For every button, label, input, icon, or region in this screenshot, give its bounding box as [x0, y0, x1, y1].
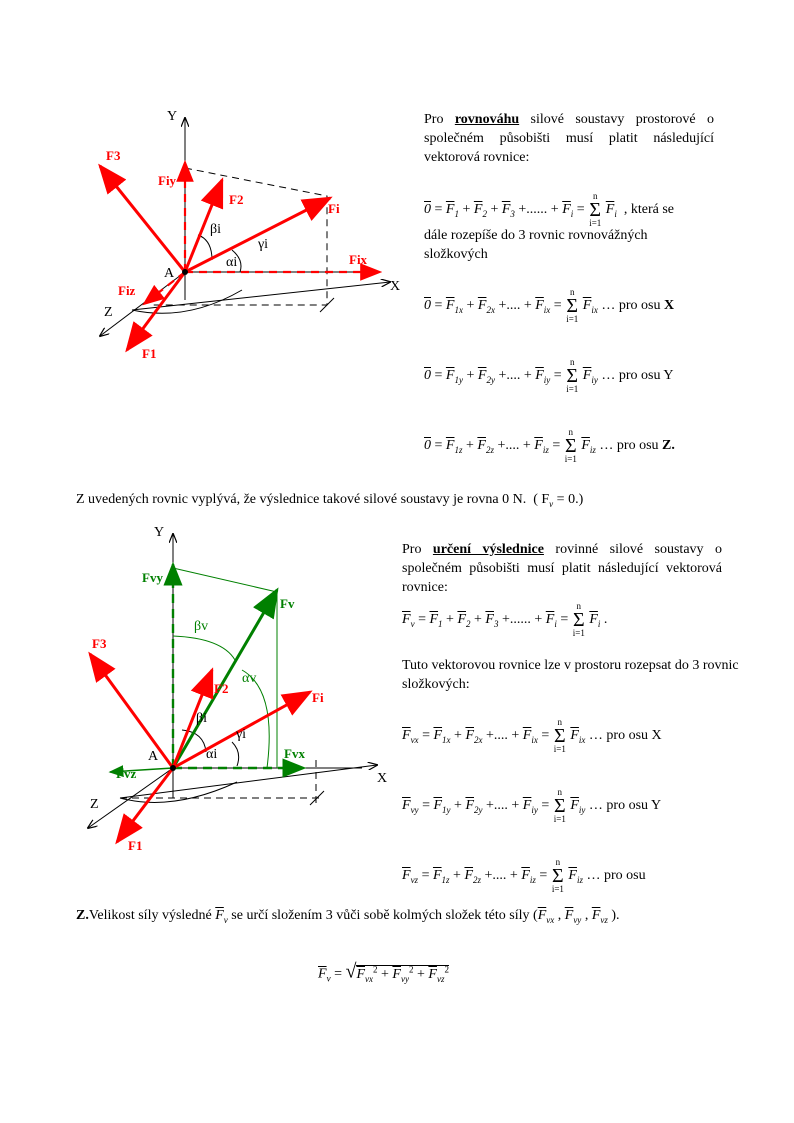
fig2-label-fvz: Fvz [116, 766, 137, 781]
fig2-label-axis-z: Z [90, 797, 99, 812]
label-axis-z: Z [104, 305, 113, 320]
label-f3: F3 [106, 148, 121, 163]
equation-vy: $\overline{F}_{vy} = \overline{F}_{1y} + \overline{F}_{2y}$ +.... + $\overline{F}_{iy} = n$ Σ i=1 $\overline{F}_{iy}$ … pro osu Y [402, 787, 662, 824]
fig2-label-fvy: Fvy [142, 570, 163, 585]
equation-x: $0 = \overline{F}_{1x} + \overline{F}_{2x}$ +.... + $\overline{F}_{ix} = n$ Σ i=1 $\overline{F}_{ix}$ … pro osu X [424, 287, 675, 324]
equation-y: $0 = \overline{F}_{1y} + \overline{F}_{2y}$ +.... + $\overline{F}_{iy} = n$ Σ i=1 $\overline{F}_{iy}$ … pro osu Y [424, 357, 674, 394]
keyword-rovnovaha: rovnováhu [454, 112, 520, 127]
label-fi: Fi [328, 201, 340, 216]
equation-vx: $\overline{F}_{vx} = \overline{F}_{1x} + \overline{F}_{2x}$ +.... + $\overline{F}_{ix} = n$ Σ i=1 $\overline{F}_{ix}$ … pro osu X [402, 717, 662, 754]
fig2-label-axis-x: X [377, 771, 388, 786]
label-alpha-i: αi [226, 255, 238, 270]
equilibrium-diagram [72, 100, 412, 370]
equation-main: $0 = \overline{F}_1 + \overline{F}_2 + \overline{F}_3$ +...... + $\overline{F}_i = n$ Σ i=1 $\overline{F}_i$ , která se [424, 191, 674, 228]
fig2-label-fvx: Fvx [284, 746, 305, 761]
fig2-label-f1: F1 [128, 838, 143, 853]
equation-vz: $\overline{F}_{vz} = \overline{F}_{1z} + \overline{F}_{2z}$ +.... + $\overline{F}_{iz} = n$ Σ i=1 $\overline{F}_{iz}$ … pro osu [402, 857, 646, 894]
label-beta-i: βi [210, 222, 222, 237]
label-axis-x: X [390, 279, 401, 294]
fi-vector [185, 198, 330, 272]
equilibrium-intro: Pro rovnováhu silové soustavy prostorové o společném působišti musí platit následující vektorová rovnice: [424, 112, 714, 165]
fig2-label-f3: F3 [92, 636, 107, 651]
resultant-continuation: Tuto vektorovou rovnice lze v prostoru rozepsat do 3 rovnic složkových: [402, 658, 739, 692]
fig2-label-fv: Fv [280, 596, 295, 611]
equation-resultant: $\overline{F}_v = \overline{F}_1 + \overline{F}_2 + \overline{F}_3$ +...... + $\overline{F}_i = n$ Σ i=1 $\overline{F}_i$ . [402, 601, 608, 638]
label-axis-y: Y [167, 109, 178, 124]
conclusion-line: Z uvedených rovnic vyplývá, že výslednice takové silové soustavy je rovna 0 N. ( $F_v = 0$.) [76, 492, 584, 509]
label-fiz: Fiz [118, 283, 136, 298]
fig2-label-origin: A [148, 749, 159, 764]
fig2-label-alpha-v: αv [242, 671, 257, 686]
label-origin: A [164, 266, 175, 281]
label-f2: F2 [229, 192, 244, 207]
x-axis-oblique [132, 282, 390, 310]
label-fix: Fix [349, 252, 368, 267]
fig2-label-beta-i: βi [196, 711, 208, 726]
equation-z: $0 = \overline{F}_{1z} + \overline{F}_{2z}$ +.... + $\overline{F}_{iz} = n$ Σ i=1 $\overline{F}_{iz}$ … pro osu Z. [424, 427, 675, 464]
keyword-urceni-vyslednice: určení výslednice [432, 542, 544, 557]
equilibrium-continuation: dále rozepíše do 3 rovnic rovnovážných složkových [424, 228, 648, 262]
fig2-label-gamma-i: γi [236, 727, 247, 742]
fig2-label-alpha-i: αi [206, 747, 218, 762]
label-gamma-i: γi [258, 237, 269, 252]
label-f1: F1 [142, 346, 157, 361]
resultant-diagram [72, 520, 402, 860]
label-fiy: Fiy [158, 173, 177, 188]
fig2-label-fi: Fi [312, 690, 324, 705]
fig2-label-f2: F2 [214, 681, 229, 696]
magnitude-formula: $\overline{F}_v = √F_{vx}^2 + \overline{F}_{vy}^2 + \overline{F}_{vz}^2$ [318, 960, 449, 984]
final-sentence: Z.Velikost síly výsledné $\overline{F}_v$ se určí složením 3 vůči sobě kolmých složek této síly ($\overline{F}_{vx}$ , $\overline{F}_{vy}$ , $\overline{F}_{vz}$ ). [76, 908, 620, 925]
resultant-intro: Pro určení výslednice rovinné silové soustavy o společném působišti musí platit následující vektorová rovnice: [402, 542, 722, 595]
fig2-label-axis-y: Y [154, 525, 165, 540]
fig2-label-beta-v: βv [194, 619, 209, 634]
